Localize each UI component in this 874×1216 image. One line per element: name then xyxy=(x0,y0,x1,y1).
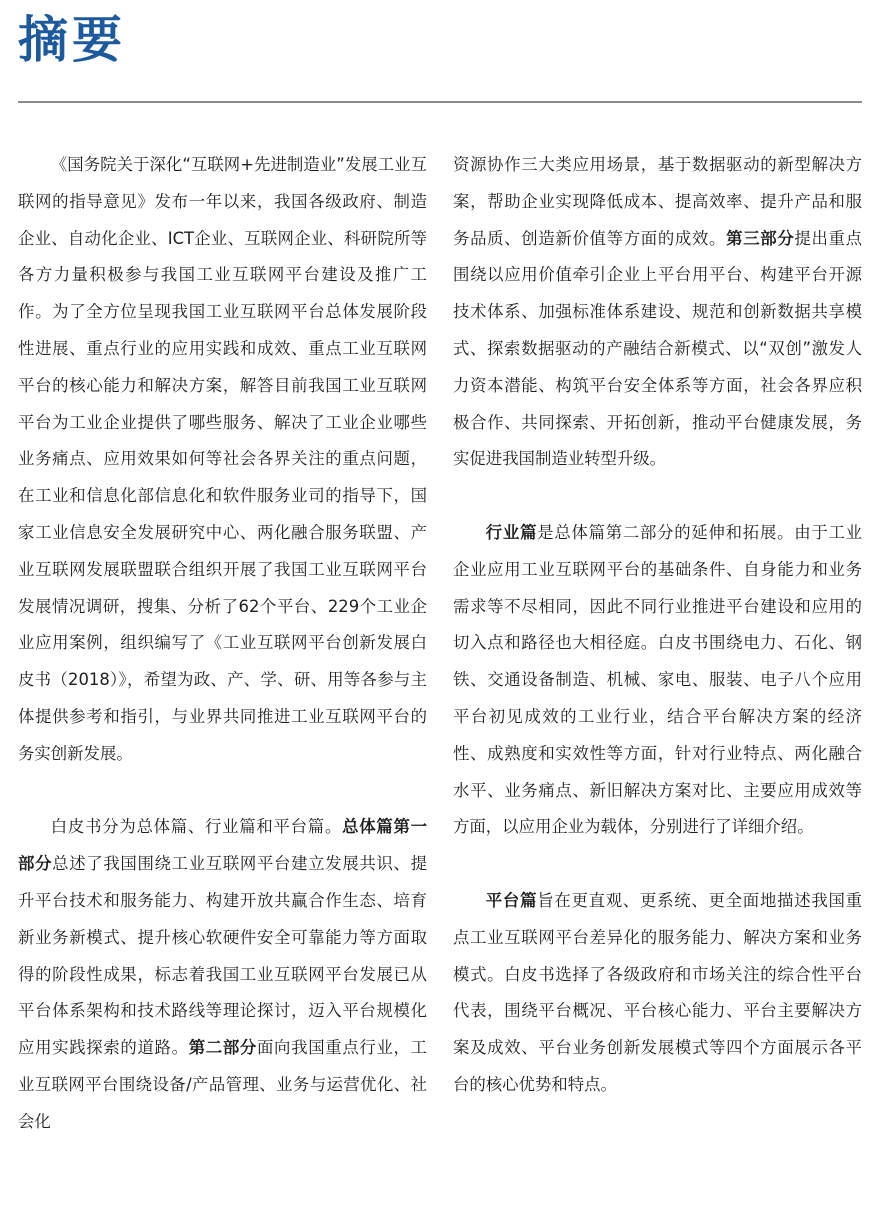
part-two-text: 面向我国重点行业，工业互联网平台围绕设备/产品管理、业务与运营优化、社会化 xyxy=(18,1038,428,1131)
structure-text: 白皮书分为总体篇、行业篇和平台篇。 xyxy=(50,817,343,837)
industry-paragraph xyxy=(453,515,862,846)
paragraph-gap xyxy=(453,478,862,515)
title-divider xyxy=(18,101,862,103)
intro-paragraph xyxy=(18,147,427,773)
intro-text: 《国务院关于深化“互联网+先进制造业”发展工业互联网的指导意见》发布一年以来，我国各级政府、制造企业、自动化企业、ICT企业、互联网企业、科研院所等各方力量积极参与我国工业互联网平台建设及推广工作。为了全方位呈现我国工业互联网平台总体发展阶段性进展、重点行业的应用实践和成效、重点工业互联网平台的核心能力和解决方案，解答目前我国工业互联网平台为工业企业提供了哪些服务、解决了工业企业哪些业务痛点、应用效果如何等社会各界关注的重点问题，在工业和信息化部信息化和软件服务业司的指导下，国家工业信息安全发展研究中心、两化融合服务联盟、产业互联网发展联盟联合组织开展了我国工业互联网平台发展情况调研，搜集、分析了62个平台、229个工业企业应用案例，组织编写了《工业互联网平台创新发展白皮书（2018）》，希望为政、产、学、研、用等各参与主体提供参考和指引，与业界共同推进工业互联网平台的务实创新发展。 xyxy=(18,155,427,763)
section-label-industry: 行业篇 xyxy=(485,522,538,542)
part-one-text: 总述了我国围绕工业互联网平台建立发展共识、提升平台技术和服务能力、构建开放共赢合作生态、培育新业务新模式、提升核心软硬件安全可靠能力等方面取得的阶段性成果，标志着我国工业互联网平台发展已从平台体系架构和技术路线等理论探讨，迈入平台规模化应用实践探索的道路。 xyxy=(18,854,427,1058)
left-column xyxy=(18,147,427,1141)
paragraph-gap xyxy=(453,846,862,883)
platform-paragraph xyxy=(453,883,862,1104)
section-label-part-two: 第二部分 xyxy=(188,1038,257,1058)
section-label-general-part-one: 总体篇第一部分 xyxy=(18,817,428,874)
part-three-text: 提出重点围绕以应用价值牵引企业上平台用平台、构建平台开源技术体系、加强标准体系建设、规范和创新数据共享模式、探索数据驱动的产融结合新模式、以“双创”激发人力资本潜能、构筑平台安全体系等方面，社会各界应积极合作、共同探索、开拓创新，推动平台健康发展，务实促进我国制造业转型升级。 xyxy=(453,228,863,469)
structure-paragraph xyxy=(18,809,427,1140)
section-label-part-three: 第三部分 xyxy=(726,228,795,248)
right-column xyxy=(453,147,862,1104)
continued-text: 资源协作三大类应用场景，基于数据驱动的新型解决方案，帮助企业实现降低成本、提高效率、提升产品和服务品质、创造新价值等方面的成效。 xyxy=(453,155,862,248)
paragraph-gap xyxy=(18,773,427,810)
section-label-platform: 平台篇 xyxy=(485,890,538,910)
page-title: 摘要 xyxy=(18,11,126,69)
platform-text: 旨在更直观、更系统、更全面地描述我国重点工业互联网平台差异化的服务能力、解决方案和业务模式。白皮书选择了各级政府和市场关注的综合性平台代表，围绕平台概况、平台核心能力、平台主要解决方案及成效、平台业务创新发展模式等四个方面展示各平台的核心优势和特点。 xyxy=(453,890,863,1094)
industry-text: 是总体篇第二部分的延伸和拓展。由于工业企业应用工业互联网平台的基础条件、自身能力和业务需求等不尽相同，因此不同行业推进平台建设和应用的切入点和路径也大相径庭。白皮书围绕电力、石化、钢铁、交通设备制造、机械、家电、服装、电子八个应用平台初见成效的工业行业，结合平台解决方案的经济性、成熟度和实效性等方面，针对行业特点、两化融合水平、业务痛点、新旧解决方案对比、主要应用成效等方面，以应用企业为载体，分别进行了详细介绍。 xyxy=(453,522,863,837)
continued-paragraph xyxy=(453,147,862,478)
